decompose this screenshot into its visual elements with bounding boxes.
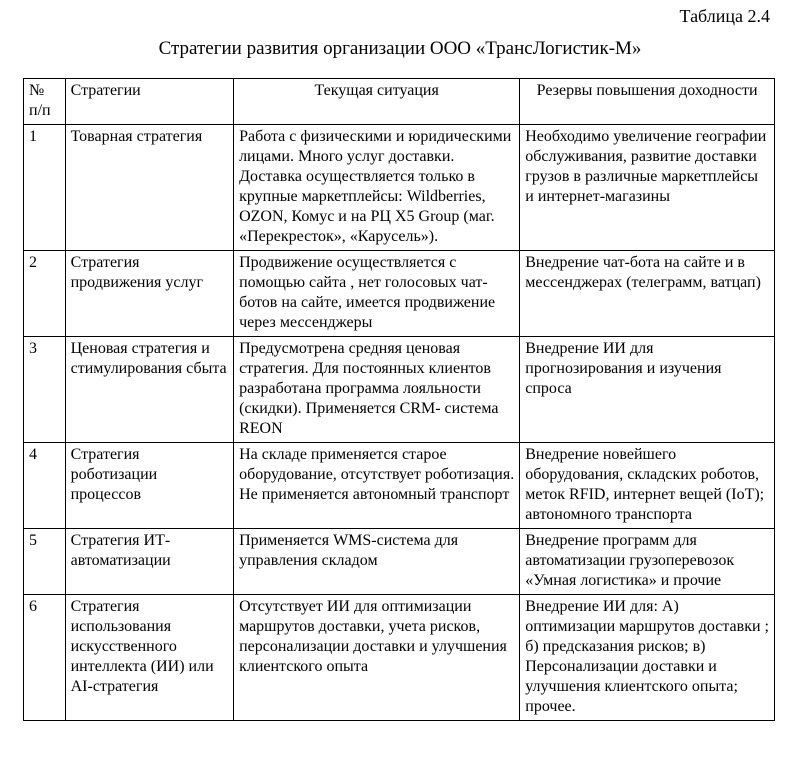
header-reserves: Резервы повышения доходности xyxy=(520,79,775,125)
row-current: Работа с физическими и юридическими лицами. Много услуг доставки. Доставка осуществляется только в крупные маркетплейсы: Wildberries, OZON, Комус и на РЦ X5 Group (маг. «Перекресток», «Карусель»). xyxy=(234,125,520,251)
row-reserves: Внедрение ИИ для прогнозирования и изучения спроса xyxy=(520,337,775,443)
row-current: Предусмотрена средняя ценовая стратегия. Для постоянных клиентов разработана программа лояльности (скидки). Применяется CRM- система REON xyxy=(234,337,520,443)
row-num: 2 xyxy=(24,251,66,337)
row-num: 5 xyxy=(24,529,66,595)
row-num: 6 xyxy=(24,595,66,721)
row-reserves: Внедрение чат-бота на сайте и в мессенджерах (телеграмм, ватцап) xyxy=(520,251,775,337)
row-current: Применяется WMS-система для управления складом xyxy=(234,529,520,595)
strategies-table xyxy=(23,78,775,721)
row-reserves: Внедрение новейшего оборудования, складских роботов, меток RFID, интернет вещей (IoT); автономного транспорта xyxy=(520,443,775,529)
table-row xyxy=(24,251,775,337)
row-strategy: Стратегия роботизации процессов xyxy=(65,443,233,529)
row-strategy: Ценовая стратегия и стимулирования сбыта xyxy=(65,337,233,443)
row-strategy: Стратегия ИТ- автоматизации xyxy=(65,529,233,595)
row-reserves: Внедрение ИИ для: А) оптимизации маршрутов доставки ; б) предсказания рисков; в) Персонализации доставки и улучшения клиентского опыта; прочее. xyxy=(520,595,775,721)
row-strategy: Стратегия продвижения услуг xyxy=(65,251,233,337)
row-num: 4 xyxy=(24,443,66,529)
row-num: 1 xyxy=(24,125,66,251)
row-reserves: Необходимо увеличение географии обслуживания, развитие доставки грузов в различные маркетплейсы и интернет-магазины xyxy=(520,125,775,251)
row-current: Продвижение осуществляется с помощью сайта , нет голосовых чат-ботов на сайте, имеется продвижение через мессенджеры xyxy=(234,251,520,337)
row-strategy: Товарная стратегия xyxy=(65,125,233,251)
row-current: Отсутствует ИИ для оптимизации маршрутов доставки, учета рисков, персонализации доставки и улучшения клиентского опыта xyxy=(234,595,520,721)
table-row xyxy=(24,125,775,251)
table-row xyxy=(24,337,775,443)
row-strategy: Стратегия использования искусственного интеллекта (ИИ) или AI-стратегия xyxy=(65,595,233,721)
row-num: 3 xyxy=(24,337,66,443)
table-row xyxy=(24,595,775,721)
table-number-label: Таблица 2.4 xyxy=(679,6,770,26)
header-num: № п/п xyxy=(24,79,66,125)
header-current-situation: Текущая ситуация xyxy=(234,79,520,125)
row-reserves: Внедрение программ для автоматизации грузоперевозок «Умная логистика» и прочие xyxy=(520,529,775,595)
row-current: На складе применяется старое оборудование, отсутствует роботизация. Не применяется автономный транспорт xyxy=(234,443,520,529)
table-row xyxy=(24,529,775,595)
table-header-row xyxy=(24,79,775,125)
header-strategy: Стратегии xyxy=(65,79,233,125)
table-caption: Стратегии развития организации ООО «ТрансЛогистик-М» xyxy=(158,38,642,59)
table-row xyxy=(24,443,775,529)
